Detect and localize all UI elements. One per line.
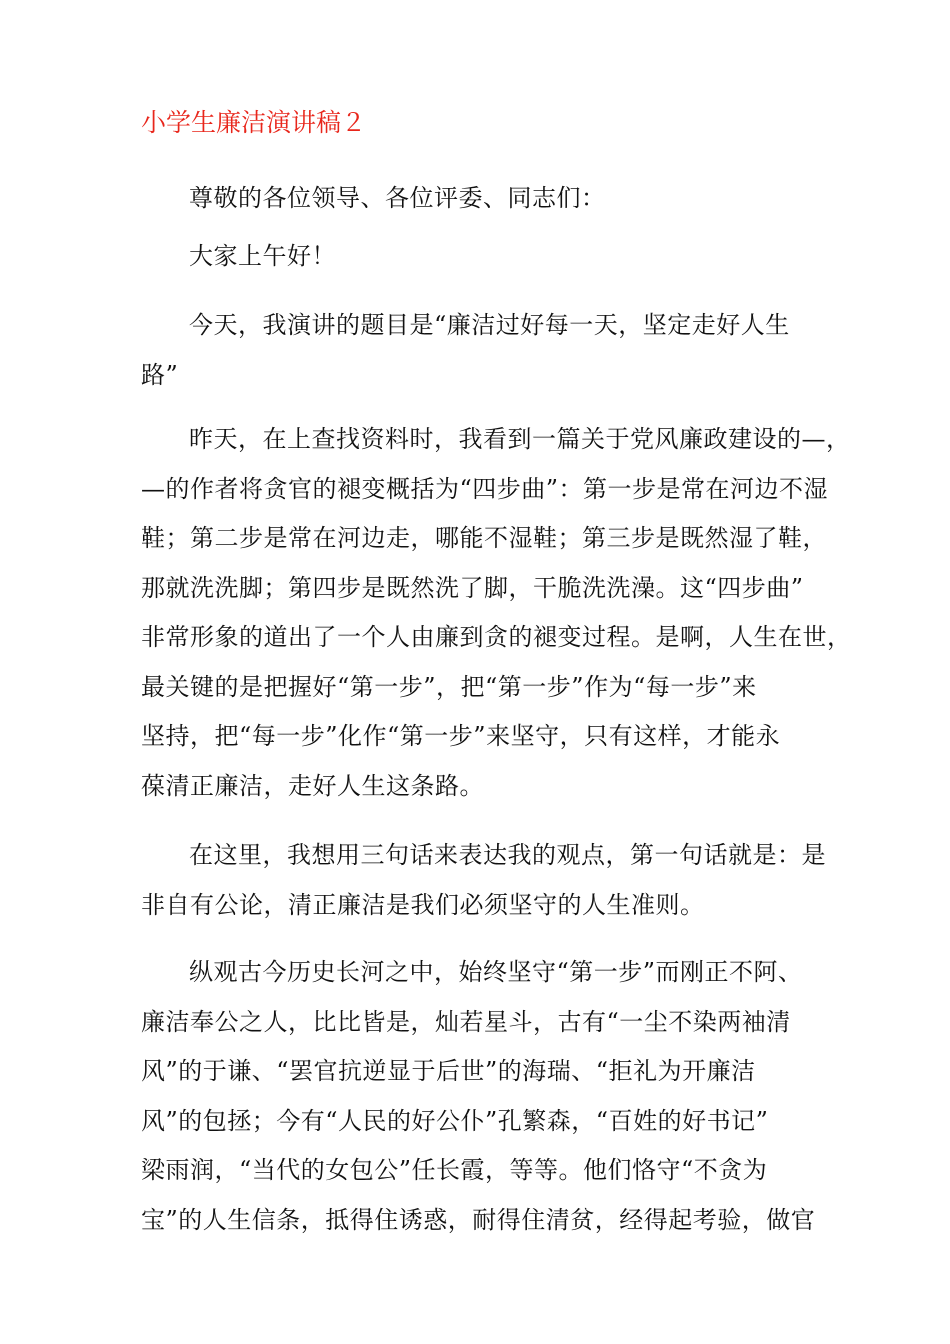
paragraph-line: 鞋；第二步是常在河边走，哪能不湿鞋；第三步是既然湿了鞋， [141,524,827,552]
paragraph-line: 路” [141,360,179,389]
paragraph-line: 梁雨润，“当代的女包公”任长霞，等等。他们恪守“不贪为 [141,1156,768,1184]
paragraph-line: 在这里，我想用三句话来表达我的观点，第一句话就是：是 [189,841,826,869]
paragraph-history [141,948,816,1245]
document-title: 小学生廉洁演讲稿２ [141,108,367,137]
paragraph-line: 尊敬的各位领导、各位评委、同志们： [189,184,606,212]
paragraph-line: 风”的包拯；今有“人民的好公仆”孔繁森，“百姓的好书记” [141,1106,769,1135]
paragraph-line: 坚持，把“每一步”化作“第一步”来坚守，只有这样，才能永 [141,722,781,750]
paragraph-line: 最关键的是把握好“第一步”，把“第一步”作为“每一步”来 [141,672,757,701]
paragraph-line: 大家上午好！ [189,242,336,270]
paragraph-line: 廉洁奉公之人，比比皆是，灿若星斗，古有“一尘不染两袖清 [141,1007,791,1036]
paragraph-four-steps [141,415,852,811]
paragraph-first-point [141,831,826,930]
paragraph-line: 非自有公论，清正廉洁是我们必须坚守的人生准则。 [141,890,705,919]
paragraph-line: —的作者将贪官的褪变概括为“四步曲”：第一步是常在河边不湿 [141,474,829,503]
paragraph-line: 纵观古今历史长河之中，始终坚守“第一步”而刚正不阿、 [189,958,803,986]
paragraph-topic [141,301,813,400]
paragraph-line: 风”的于谦、“罢官抗逆显于后世”的海瑞、“拒礼为开廉洁 [141,1057,756,1085]
paragraph-salutation [141,174,813,224]
paragraph-greeting [141,232,813,282]
paragraph-line: 葆清正廉洁，走好人生这条路。 [141,771,484,800]
paragraph-line: 宝”的人生信条，抵得住诱惑，耐得住清贫，经得起考验，做官 [141,1205,816,1234]
paragraph-line: 非常形象的道出了一个人由廉到贪的褪变过程。是啊，人生在世， [141,623,852,651]
paragraph-line: 那就洗洗脚；第四步是既然洗了脚，干脆洗洗澡。这“四步曲” [141,573,804,602]
paragraph-line: 今天，我演讲的题目是“廉洁过好每一天，坚定走好人生 [189,311,790,339]
paragraph-line: 昨天，在上查找资料时，我看到一篇关于党风廉政建设的—， [189,425,851,453]
